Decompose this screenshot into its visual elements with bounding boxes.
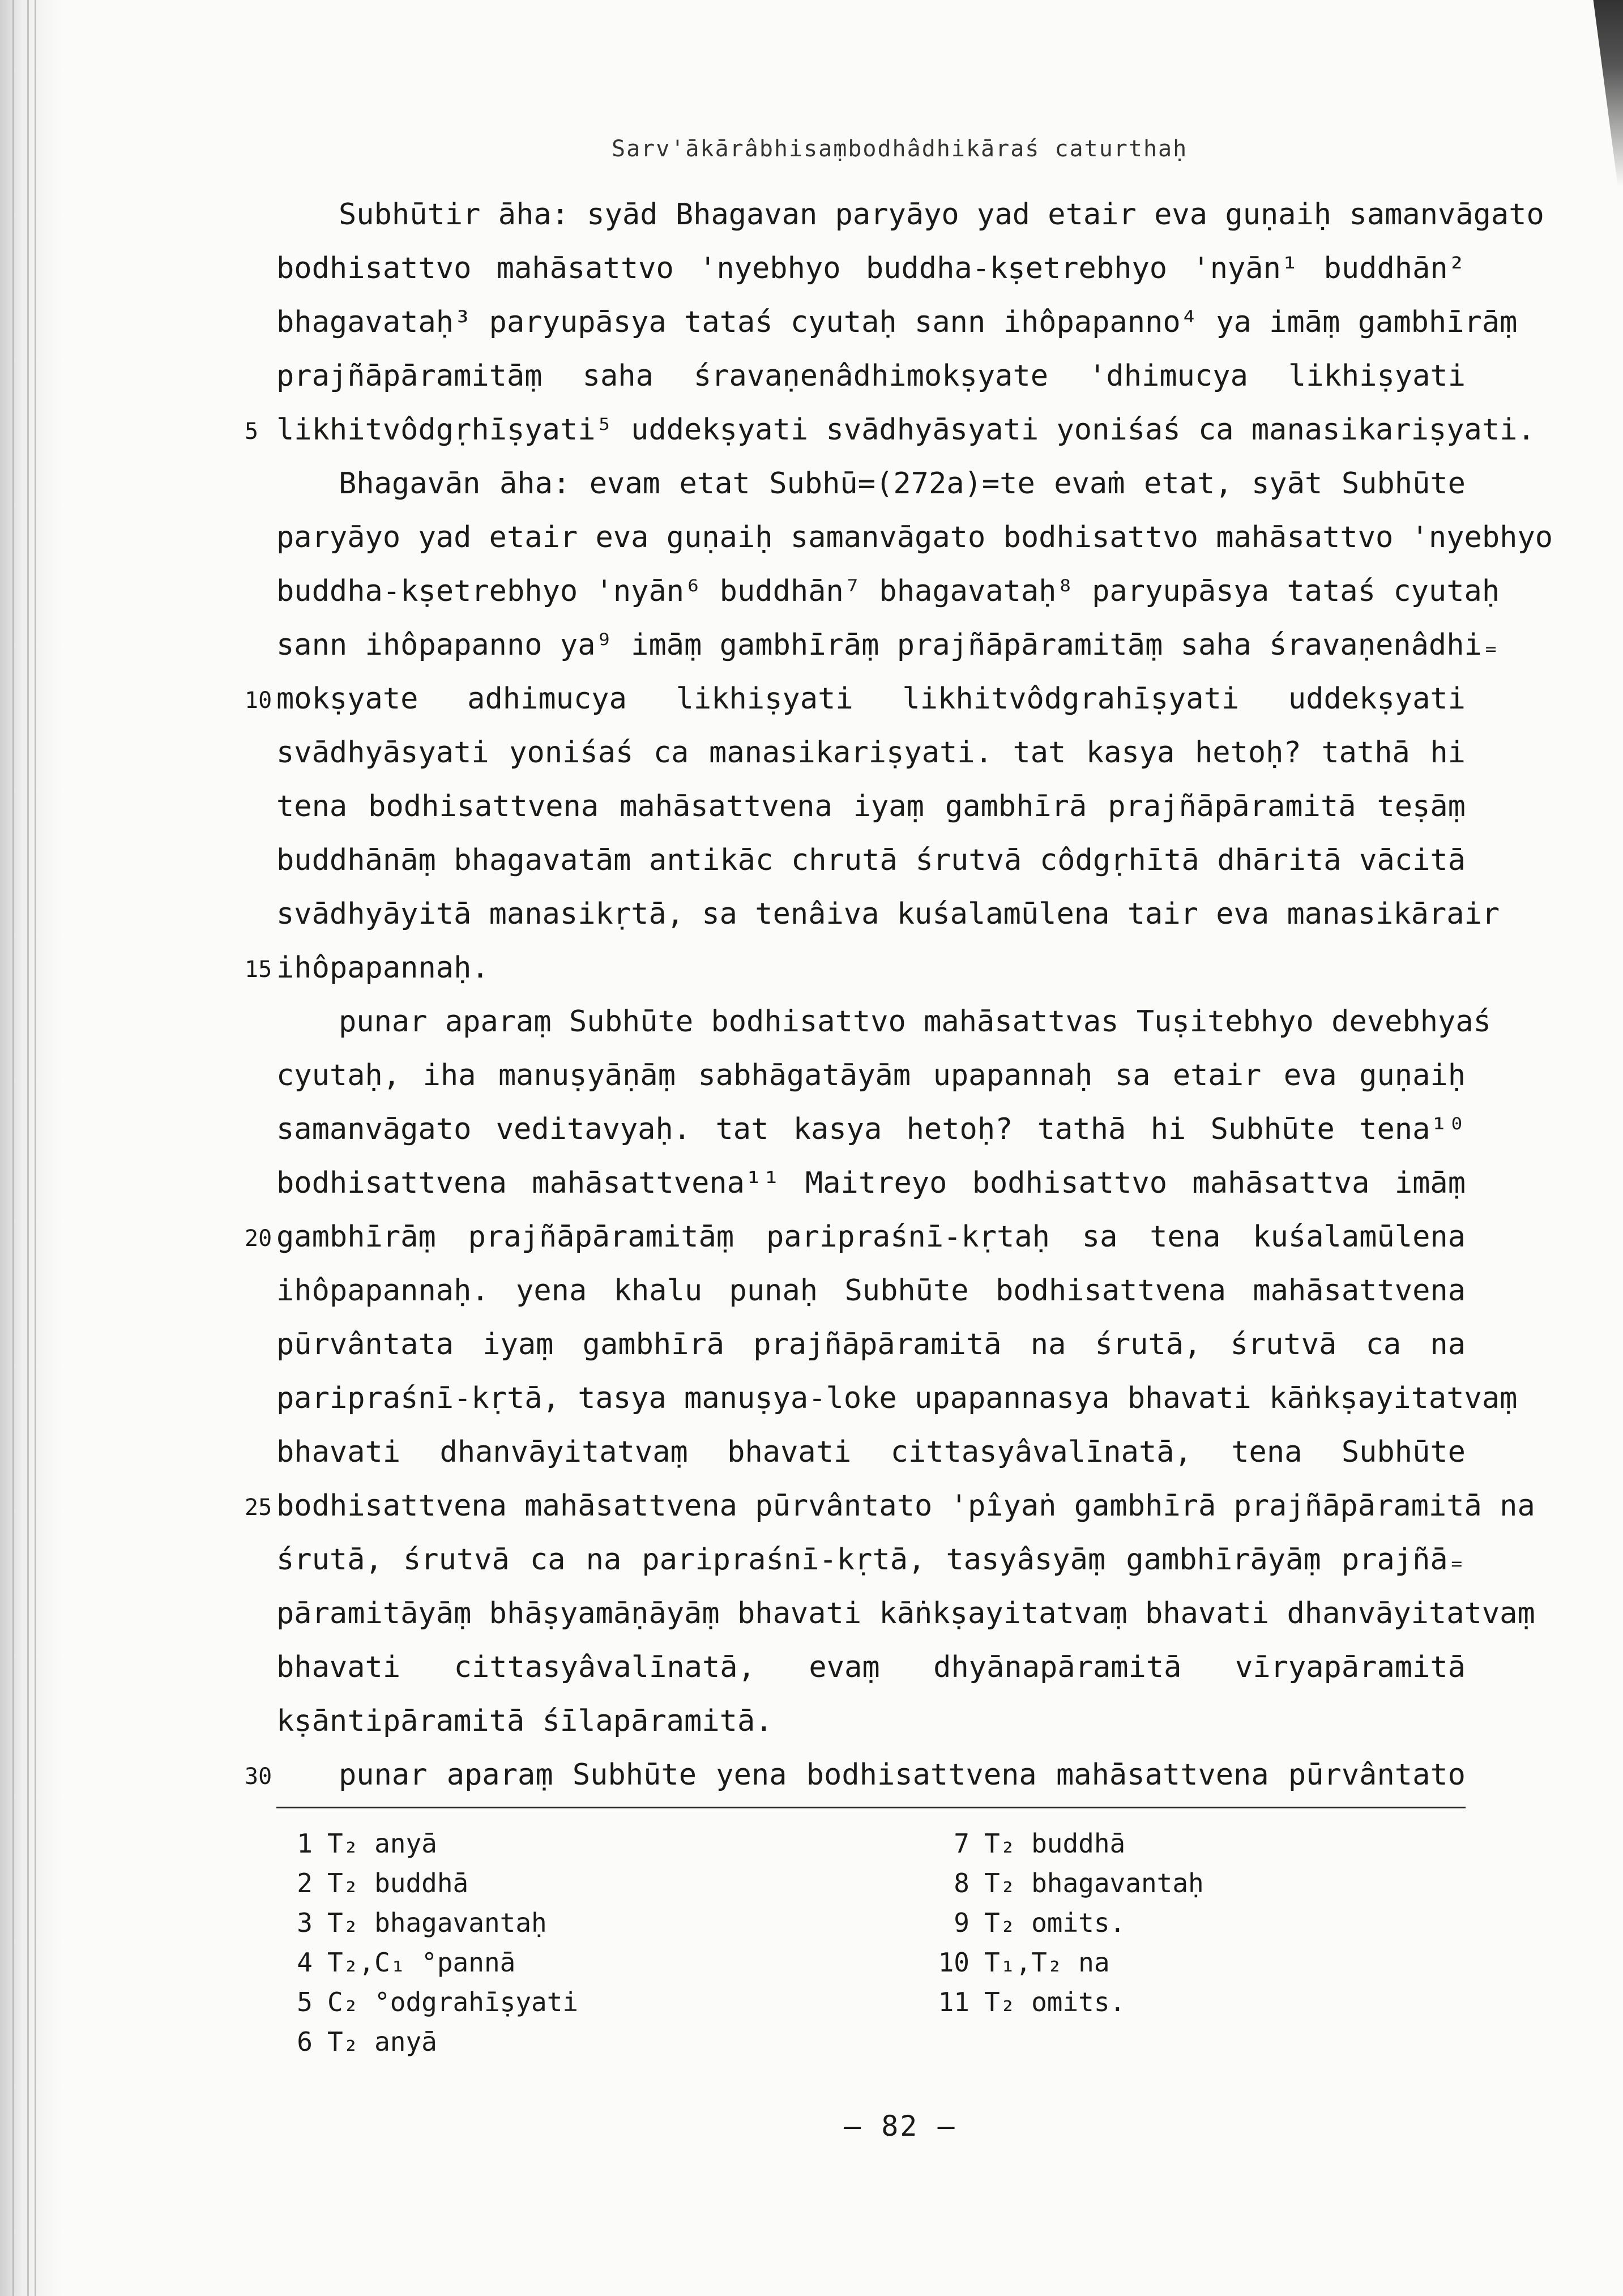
footnote xyxy=(272,2022,578,2062)
scan-line xyxy=(12,0,14,2296)
text-line: pūrvântata iyaṃ gambhīrā prajñāpāramitā na śrutā, śrutvā ca na xyxy=(276,1328,1466,1362)
footnotes-left-column xyxy=(272,1824,578,2062)
footnote-text: C₂ °odgrahīṣyati xyxy=(327,1987,579,2017)
footnote xyxy=(272,1982,578,2022)
line-number: 5 xyxy=(245,419,259,445)
text-line: likhitvôdgṛhīṣyati⁵ uddekṣyati svādhyāsyati yoniśaś ca manasikariṣyati. xyxy=(276,413,1535,447)
text-line: paripraśnī-kṛtā, tasya manuṣya-loke upapannasya bhavati kāṅkṣayitatvaṃ xyxy=(276,1381,1518,1415)
text-line: śrutā, śrutvā ca na paripraśnī-kṛtā, tasyâsyāṃ gambhīrāyāṃ prajñā₌ xyxy=(276,1543,1466,1577)
running-header: Sarv'ākārâbhisaṃbodhâdhikāraś caturthaḥ xyxy=(612,136,1188,162)
line-number: 15 xyxy=(245,957,272,983)
text-line: bodhisattvo mahāsattvo 'nyebhyo buddha-kṣetrebhyo 'nyān¹ buddhān² xyxy=(276,251,1466,285)
scan-line xyxy=(27,0,29,2296)
text-line: svādhyāsyati yoniśaś ca manasikariṣyati. tat kasya hetoḥ? tathā hi xyxy=(276,736,1466,770)
footnote-text: T₂ anyā xyxy=(327,2026,437,2057)
text-line: kṣāntipāramitā śīlapāramitā. xyxy=(276,1704,773,1738)
footnote-text: T₂ omits. xyxy=(984,1907,1126,1938)
page-number: — 82 — xyxy=(844,2110,956,2143)
footnotes-right-column xyxy=(929,1824,1204,2022)
text-line: Bhagavān āha: evam etat Subhū=(272a)=te evaṁ etat, syāt Subhūte xyxy=(339,467,1466,501)
footnote-text: T₂ anyā xyxy=(327,1828,437,1859)
footnote-number: 5 xyxy=(297,1987,313,2017)
text-line: Subhūtir āha: syād Bhagavan paryāyo yad etair eva guṇaiḥ samanvāgato xyxy=(339,198,1544,232)
footnote-number: 10 xyxy=(938,1947,969,1978)
text-line: bodhisattvena mahāsattvena pūrvântato 'pîyaṅ gambhīrā prajñāpāramitā na xyxy=(276,1489,1535,1523)
footnote-number: 2 xyxy=(297,1868,313,1898)
text-line: tena bodhisattvena mahāsattvena iyaṃ gambhīrā prajñāpāramitā teṣāṃ xyxy=(276,789,1466,823)
footnote-number: 8 xyxy=(954,1868,969,1898)
scan-left-edge xyxy=(0,0,62,2296)
text-line: bodhisattvena mahāsattvena¹¹ Maitreyo bodhisattvo mahāsattva imāṃ xyxy=(276,1166,1466,1200)
scan-line xyxy=(35,0,36,2296)
footnote xyxy=(272,1943,578,1982)
text-line: buddha-kṣetrebhyo 'nyān⁶ buddhān⁷ bhagavataḥ⁸ paryupāsya tataś cyutaḥ xyxy=(276,574,1500,608)
text-line: punar aparaṃ Subhūte yena bodhisattvena mahāsattvena pūrvântato xyxy=(339,1758,1466,1792)
footnote-number: 3 xyxy=(297,1907,313,1938)
footnote-number: 1 xyxy=(297,1828,313,1859)
footnote-number: 7 xyxy=(954,1828,969,1859)
footnote xyxy=(929,1943,1204,1982)
text-line: paryāyo yad etair eva guṇaiḥ samanvāgato bodhisattvo mahāsattvo 'nyebhyo xyxy=(276,520,1553,554)
footnote-number: 4 xyxy=(297,1947,313,1978)
text-line: bhavati cittasyâvalīnatā, evaṃ dhyānapāramitā vīryapāramitā xyxy=(276,1650,1466,1684)
text-line: ihôpapannaḥ. xyxy=(276,951,489,985)
footnote xyxy=(929,1903,1204,1943)
footnote-text: T₂ buddhā xyxy=(327,1868,469,1898)
text-line: mokṣyate adhimucya likhiṣyati likhitvôdgrahīṣyati uddekṣyati xyxy=(276,682,1466,716)
footnote-number: 6 xyxy=(297,2026,313,2057)
footnote-number: 9 xyxy=(954,1907,969,1938)
footnote xyxy=(929,1982,1204,2022)
footnote-text: T₂ bhagavantaḥ xyxy=(327,1907,547,1938)
footnote xyxy=(929,1824,1204,1863)
scan-corner-shadow xyxy=(1581,0,1623,187)
text-line: bhagavataḥ³ paryupāsya tataś cyutaḥ sann ihôpapanno⁴ ya imāṃ gambhīrāṃ xyxy=(276,305,1518,339)
footnote-text: T₁,T₂ na xyxy=(984,1947,1110,1978)
text-line: buddhānāṃ bhagavatām antikāc chrutā śrutvā côdgṛhītā dhāritā vācitā xyxy=(276,843,1466,877)
footnote-text: T₂,C₁ °pannā xyxy=(327,1947,516,1978)
footnote-number: 11 xyxy=(938,1987,969,2017)
line-number: 25 xyxy=(245,1495,272,1521)
text-line: bhavati dhanvāyitatvaṃ bhavati cittasyâvalīnatā, tena Subhūte xyxy=(276,1435,1466,1469)
text-line: cyutaḥ, iha manuṣyāṇāṃ sabhāgatāyām upapannaḥ sa etair eva guṇaiḥ xyxy=(276,1059,1466,1092)
text-line: pāramitāyāṃ bhāṣyamāṇāyāṃ bhavati kāṅkṣayitatvaṃ bhavati dhanvāyitatvaṃ xyxy=(276,1597,1535,1631)
footnote-text: T₂ buddhā xyxy=(984,1828,1126,1859)
footnote xyxy=(272,1824,578,1863)
text-line: svādhyāyitā manasikṛtā, sa tenâiva kuśalamūlena tair eva manasikārair xyxy=(276,897,1500,931)
footnote xyxy=(272,1903,578,1943)
footnote-text: T₂ omits. xyxy=(984,1987,1126,2017)
footnote xyxy=(929,1863,1204,1903)
text-line: punar aparaṃ Subhūte bodhisattvo mahāsattvas Tuṣitebhyo devebhyaś xyxy=(339,1005,1491,1039)
footnote-rule xyxy=(276,1807,1466,1808)
text-line: gambhīrāṃ prajñāpāramitāṃ paripraśnī-kṛtaḥ sa tena kuśalamūlena xyxy=(276,1220,1466,1254)
footnote-text: T₂ bhagavantaḥ xyxy=(984,1868,1204,1898)
text-line: prajñāpāramitāṃ saha śravaṇenâdhimokṣyate 'dhimucya likhiṣyati xyxy=(276,359,1466,393)
line-number: 10 xyxy=(245,688,272,714)
footnote xyxy=(272,1863,578,1903)
line-number: 30 xyxy=(245,1764,272,1790)
text-line: sann ihôpapanno ya⁹ imāṃ gambhīrāṃ prajñāpāramitāṃ saha śravaṇenâdhi₌ xyxy=(276,628,1500,662)
line-number: 20 xyxy=(245,1226,272,1252)
text-line: samanvāgato veditavyaḥ. tat kasya hetoḥ? tathā hi Subhūte tena¹⁰ xyxy=(276,1112,1466,1146)
text-line: ihôpapannaḥ. yena khalu punaḥ Subhūte bodhisattvena mahāsattvena xyxy=(276,1274,1466,1308)
